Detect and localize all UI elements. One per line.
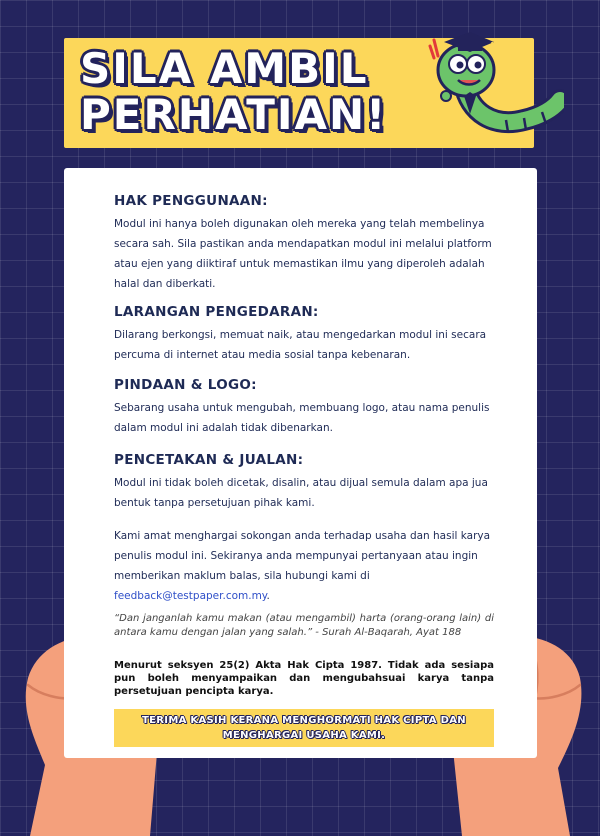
banner-title-line-1: SILA AMBIL (80, 44, 369, 93)
quran-quote: “Dan janganlah kamu makan (atau mengambil) harta (orang-orang lain) di antara kamu dengan jalan yang salah.” - Surah Al-Baqarah, Ayat 188 (114, 613, 494, 638)
section-modification-logo (114, 377, 506, 438)
section-heading: HAK PENGGUNAAN: (114, 193, 268, 209)
banner-title-line-2: PERHATIAN! (80, 90, 388, 139)
section-heading: PENCETAKAN & JUALAN: (114, 452, 304, 468)
banner-title (80, 46, 387, 138)
copyright-law-notice: Menurut seksyen 25(2) Akta Hak Cipta 1987. Tidak ada sesiapa pun boleh menyampaikan dan mengubahsuai karya tanpa persetujuan pencipta karya. (114, 660, 494, 697)
appreciation-paragraph (114, 526, 506, 606)
thank-you-text: TERIMA KASIH KERANA MENGHORMATI HAK CIPTA DAN MENGHARGAI USAHA KAMI. (142, 715, 466, 741)
thank-you-banner (114, 709, 494, 747)
appreciation-text: Kami amat menghargai sokongan anda terhadap usaha dan hasil karya penulis modul ini. Sekiranya anda mempunyai pertanyaan atau ingin memberikan maklum balas, sila hubungi kami di (114, 530, 491, 582)
section-body: Modul ini tidak boleh dicetak, disalin, atau dijual semula dalam apa jua bentuk tanpa persetujuan pihak kami. (114, 477, 488, 509)
section-usage-rights (114, 193, 506, 294)
section-heading: LARANGAN PENGEDARAN: (114, 304, 319, 320)
feedback-email-link[interactable]: feedback@testpaper.com.my (114, 590, 267, 602)
appreciation-end: . (266, 590, 270, 602)
section-body: Dilarang berkongsi, memuat naik, atau mengedarkan modul ini secara percuma di internet atau media sosial tanpa kebenaran. (114, 329, 487, 361)
section-heading: PINDAAN & LOGO: (114, 377, 257, 393)
bookworm-graduate-icon (424, 28, 564, 138)
section-distribution-prohibition (114, 304, 506, 365)
section-printing-sales (114, 452, 506, 513)
notice-paper (64, 168, 537, 758)
section-body: Sebarang usaha untuk mengubah, membuang logo, atau nama penulis dalam modul ini adalah tidak dibenarkan. (114, 402, 490, 434)
section-body: Modul ini hanya boleh digunakan oleh mereka yang telah membelinya secara sah. Sila pastikan anda mendapatkan modul ini melalui platform atau ejen yang diiktiraf untuk memastikan ilmu yang diperoleh adalah halal dan diberkati. (114, 218, 492, 290)
